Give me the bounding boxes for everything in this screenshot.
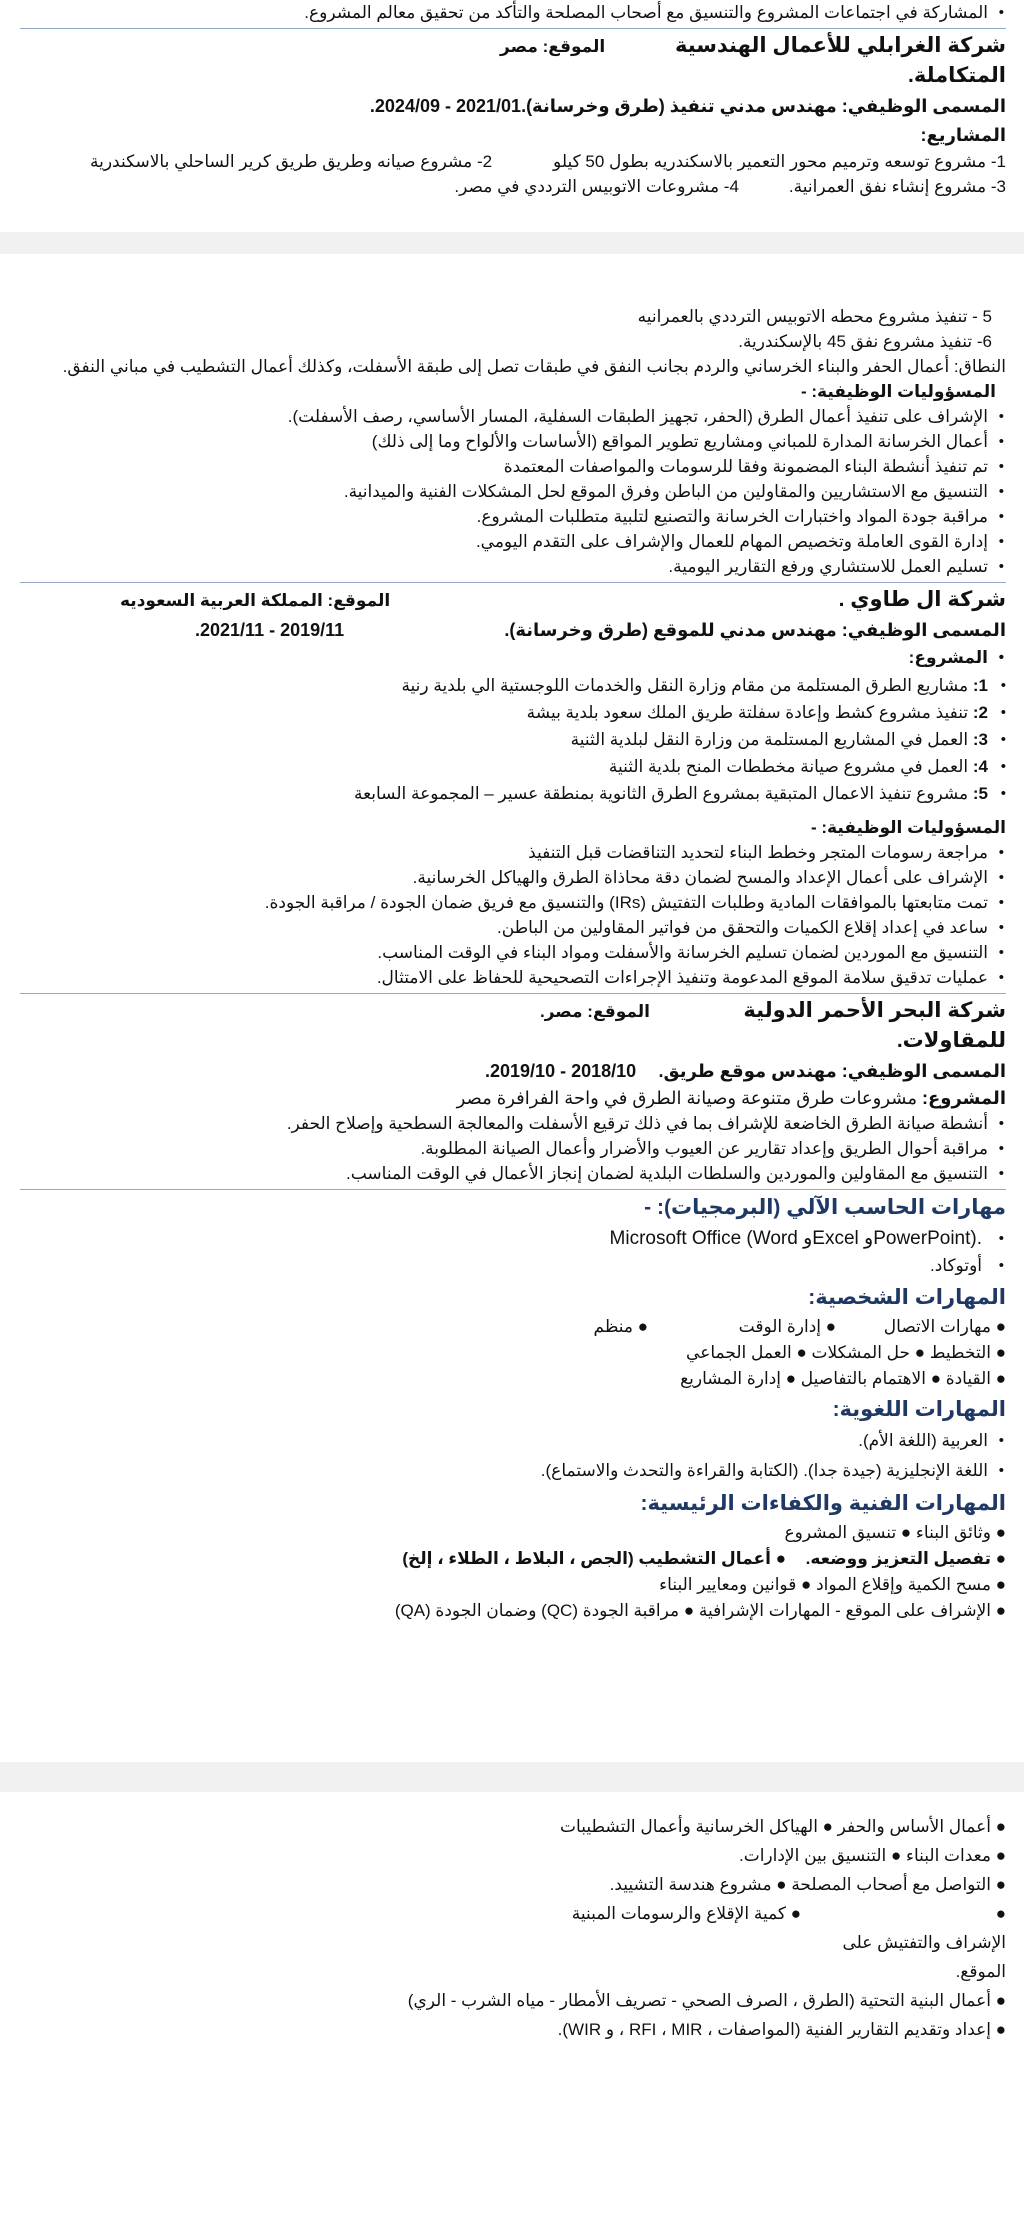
skill-text: كمية الإقلاع والرسومات المبنية [571,1904,786,1923]
technical-row [20,1812,1006,1841]
job2-project [20,726,1006,753]
skill-text: قوانين ومعايير البناء [659,1575,797,1594]
personal-skills-heading: المهارات الشخصية: [808,1286,1006,1309]
job2-projects [20,672,1006,807]
skill-item: ● الهياكل الخرسانية وأعمال التشطيبات [560,1812,833,1841]
resp-item: • التنسيق مع الاستشاريين والمقاولين من الباطن وفرق الموقع لحل المشكلات الفنية والميدانية. [20,479,1006,504]
job2-resp-list [20,840,1006,990]
resp-list [20,404,1006,579]
project-3: 3- مشروع إنشاء نفق العمرانية. [788,177,1006,196]
resp-label: المسؤوليات الوظيفية: - [801,382,996,401]
project-number: 3: [972,730,988,749]
job3-dates: 2018/10 - 2019/10. [485,1061,637,1081]
technical-skills-heading: المهارات الفنية والكفاءات الرئيسية: [640,1492,1006,1515]
job2-project-label: • المشروع: [20,645,1006,670]
job1-header [20,31,1006,91]
skill-item: ● مشروع هندسة التشييد. [610,1870,787,1899]
skill-text: مسح الكمية وإقلاع المواد [816,1575,991,1594]
skill-text: تفصيل التعزيز ووضعه. [805,1549,991,1568]
technical-row [20,1841,1006,1870]
skill-item: ● العمل الجماعي [686,1340,807,1366]
skill-item: ● التواصل مع أصحاب المصلحة [787,1870,1006,1899]
personal-row [20,1366,1006,1392]
computer-skill [20,1224,1006,1253]
job1-location: الموقع: مصر [500,37,606,56]
skill-item: ● تفصيل التعزيز ووضعه. [786,1546,1006,1572]
skill-item: ● التخطيط [925,1340,1006,1366]
job3-project: مشروعات طرق متنوعة وصيانة الطرق في واحة الفرافرة مصر [456,1088,922,1108]
skill-item: ● وثائق البناء [911,1520,1006,1546]
skill-item: ● الإشراف والتفتيش على الموقع. [801,1899,1006,1986]
resp-item: • أنشطة صيانة الطرق الخاضعة للإشراف بما في ذلك ترقيع الأسفلت والمعالجة السطحية وإصلاح الحفر. [20,1111,1006,1136]
technical-row [20,1870,1006,1899]
resp-item: • ساعد في إعداد إقلاع الكميات والتحقق من فواتير المقاولين من الباطن. [20,915,1006,940]
technical-row [20,2015,1006,2044]
skill-item: ● أعمال التشطيب (الجص ، البلاط ، الطلاء ، إلخ) [402,1546,786,1572]
skill-item: ● مسح الكمية وإقلاع المواد [811,1572,1006,1598]
skill-text: مراقبة الجودة (QC) وضمان الجودة (QA) [394,1601,680,1620]
project-number: 4: [972,757,988,776]
skill-text: التواصل مع أصحاب المصلحة [791,1875,991,1894]
technical-row [20,1520,1006,1546]
scope-text: النطاق: أعمال الحفر والبناء الخرساني والردم بجانب النفق في طبقات تصل إلى طبقة الأسفلت، وكذلك أعمال التشطيب في مباني النفق. [62,357,1006,376]
resp-item: • تمت متابعتها بالموافقات المادية وطلبات التفتيش (IRs) والتنسيق مع فريق ضمان الجودة / مراقبة الجودة. [20,890,1006,915]
skill-item: ● تنسيق المشروع [784,1520,911,1546]
skill-text: إعداد وتقديم التقارير الفنية (المواصفات ، RFI ، MIR ، و WIR). [557,2020,991,2039]
language-item: • اللغة الإنجليزية (جيدة جدا). (الكتابة والقراءة والتحدث والاستماع). [20,1456,1006,1486]
job1-company: شركة الغرابلي للأعمال الهندسية المتكاملة. [674,34,1006,87]
resp-item: • الإشراف على تنفيذ أعمال الطرق (الحفر، تجهيز الطبقات السفلية، المسار الأساسي، رصف الأسفلت). [20,404,1006,429]
skill-text: الاهتمام بالتفاصيل [800,1369,926,1388]
computer-skills-heading: مهارات الحاسب الآلي (البرمجيات): - [644,1196,1006,1219]
projects-label: المشاريع: [920,125,1006,145]
language-item: • العربية (اللغة الأم). [20,1426,1006,1456]
language-skills-heading: المهارات اللغوية: [832,1398,1006,1421]
divider [20,1189,1006,1190]
skill-text: أعمال التشطيب (الجص ، البلاط ، الطلاء ، إلخ) [402,1549,771,1568]
skill-item: ● مهارات الاتصال [836,1314,1006,1340]
job2-project [20,780,1006,807]
skill-text: العمل الجماعي [686,1343,792,1362]
resp-item: • عمليات تدقيق سلامة الموقع المدعومة وتنفيذ الإجراءات التصحيحية للحفاظ على الامتثال. [20,965,1006,990]
page-1 [0,0,1024,232]
skill-item: ● كمية الإقلاع والرسومات المبنية [572,1899,801,1986]
personal-row [20,1340,1006,1366]
job2-resp-label: المسؤوليات الوظيفية: - [811,818,1006,837]
skill-text: القيادة [945,1369,991,1388]
skill-text: إدارة الوقت [738,1317,821,1336]
job3-header [20,996,1006,1056]
project-1: 1- مشروع توسعه وترميم محور التعمير بالاسكندريه بطول 50 كيلو [553,152,1006,171]
project-2: 2- مشروع صيانه وطريق طريق كرير الساحلي بالاسكندرية [90,152,493,171]
job1-dates: 2021/01 - 2024/09. [369,96,522,116]
job2-project [20,753,1006,780]
resp-item: • مراقبة أحوال الطريق وإعداد تقارير عن العيوب والأضرار وأعمال الصيانة المطلوبة. [20,1136,1006,1161]
projects-row-2 [20,174,1006,199]
skill-item: ● إعداد وتقديم التقارير الفنية (المواصفات ، RFI ، MIR ، و WIR). [558,2015,1006,2044]
job3-project-label: المشروع: [922,1088,1006,1108]
resp-item: • التنسيق مع المقاولين والموردين والسلطات البلدية لضمان إنجاز الأعمال في الوقت المناسب. [20,1161,1006,1186]
project-text: تنفيذ مشروع كشط وإعادة سفلتة طريق الملك سعود بلدية بيشة [526,703,969,722]
page-2 [0,254,1024,1762]
project-text: العمل في المشاريع المستلمة من وزارة النقل لبلدية الثنية [570,730,969,749]
project-number: 5: [972,784,988,803]
personal-row [20,1314,1006,1340]
job2-project [20,699,1006,726]
skill-text: أعمال الأساس والحفر [837,1817,991,1836]
technical-row [20,1572,1006,1598]
project-4: 4- مشروعات الاتوبيس الترددي في مصر. [454,177,739,196]
skill-item: ● معدات البناء [901,1841,1006,1870]
skill-text: معدات البناء [905,1846,991,1865]
skill-text: مهارات الاتصال [883,1317,991,1336]
project-6: 6- تنفيذ مشروع نفق 45 بالإسكندرية. [738,332,992,351]
project-5: 5 - تنفيذ مشروع محطه الاتوبيس الترددي بالعمرانيه [637,307,992,326]
skill-text: أعمال البنية التحتية (الطرق ، الصرف الصحي - تصريف الأمطار - مياه الشرب - الري) [407,1991,991,2010]
computer-skill-text: Microsoft Office (Word وExcel وPowerPoint). [609,1228,982,1249]
skill-text: التخطيط [929,1343,991,1362]
project-number: 2: [972,703,988,722]
skill-item: ● إدارة الوقت [648,1314,836,1340]
project-text: مشروع تنفيذ الاعمال المتبقية بمشروع الطرق الثانوية بمنطقة عسير – المجموعة السابعة [353,784,969,803]
technical-row [20,1546,1006,1572]
divider [20,582,1006,583]
job3-resp-list [20,1111,1006,1186]
job1-title: المسمى الوظيفي: مهندس مدني تنفيذ (طرق وخرسانة). [521,96,1006,116]
skill-item: ● حل المشكلات [807,1340,925,1366]
job2-title-row [20,615,1006,645]
skill-item: ● مراقبة الجودة (QC) وضمان الجودة (QA) [395,1598,694,1624]
job2-location: الموقع: المملكة العربية السعوديه [120,591,391,610]
skill-item: ● قوانين ومعايير البناء [659,1572,811,1598]
skill-item: ● الاهتمام بالتفاصيل [796,1366,941,1392]
job1-title-row [20,91,1006,121]
job2-header [20,585,1006,615]
skill-item: ● أعمال الأساس والحفر [833,1812,1006,1841]
resp-item: • مراجعة رسومات المتجر وخطط البناء لتحديد التناقضات قبل التنفيذ [20,840,1006,865]
divider [20,28,1006,29]
skill-text: منظم [593,1317,633,1336]
job3-title: المسمى الوظيفي: مهندس موقع طريق. [658,1061,1006,1081]
skill-text: مشروع هندسة التشييد. [609,1875,772,1894]
project-number: 1: [972,676,988,695]
resp-item: • تسليم العمل للاستشاري ورفع التقارير اليومية. [20,554,1006,579]
resp-item: • تم تنفيذ أنشطة البناء المضمونة وفقا للرسومات والمواصفات المعتمدة [20,454,1006,479]
project-text: مشاريع الطرق المستلمة من مقام وزارة النقل والخدمات اللوجستية الي بلدية رنية [401,676,969,695]
skill-text: وثائق البناء [915,1523,991,1542]
skill-text: التنسيق بين الإدارات. [738,1846,887,1865]
skill-text: حل المشكلات [811,1343,911,1362]
job3-project-row [20,1086,1006,1111]
job2-company: شركة ال طاوي . [838,588,1006,611]
job3-company: شركة البحر الأحمر الدولية للمقاولات. [743,999,1006,1052]
job3-location: الموقع: مصر. [540,1002,650,1021]
page-gap-2 [0,1762,1024,1792]
top-line: • المشاركة في اجتماعات المشروع والتنسيق مع أصحاب المصلحة والتأكد من تحقيق معالم المشروع. [20,2,1006,24]
resp-item: • التنسيق مع الموردين لضمان تسليم الخرسانة والأسفلت ومواد البناء في الوقت المناسب. [20,940,1006,965]
skill-item: ● إدارة المشاريع [680,1366,796,1392]
technical-row [20,1598,1006,1624]
skill-text: الإشراف على الموقع - المهارات الإشرافية [698,1601,991,1620]
job2-title: المسمى الوظيفي: مهندس مدني للموقع (طرق وخرسانة). [504,620,1006,640]
skill-item: ● القيادة [941,1366,1006,1392]
projects-row-1 [20,149,1006,174]
skill-item: ● الإشراف على الموقع - المهارات الإشرافية [694,1598,1006,1624]
skill-text: إدارة المشاريع [680,1369,782,1388]
job2-dates: 2019/11 - 2021/11. [195,620,345,640]
technical-row [20,1986,1006,2015]
project-text: العمل في مشروع صيانة مخططات المنح بلدية الثنية [608,757,969,776]
page-gap-1 [0,232,1024,254]
resp-item: • إدارة القوى العاملة وتخصيص المهام للعمال والإشراف على التقدم اليومي. [20,529,1006,554]
job2-project [20,672,1006,699]
job3-title-row [20,1056,1006,1086]
skill-item: ● التنسيق بين الإدارات. [739,1841,901,1870]
resp-item: • الإشراف على أعمال الإعداد والمسح لضمان دقة محاذاة الطرق والهياكل الخرسانية. [20,865,1006,890]
skill-item: ● منظم [594,1314,649,1340]
skill-text: الإشراف والتفتيش على الموقع. [842,1933,1006,1981]
skill-text: تنسيق المشروع [784,1523,897,1542]
page-3 [0,1792,1024,2216]
divider [20,993,1006,994]
skill-item: ● أعمال البنية التحتية (الطرق ، الصرف الصحي - تصريف الأمطار - مياه الشرب - الري) [408,1986,1006,2015]
resp-item: • أعمال الخرسانة المدارة للمباني ومشاريع تطوير المواقع (الأساسات والألواح وما إلى ذلك) [20,429,1006,454]
computer-skill: • أوتوكاد. [20,1253,1006,1278]
skill-text: الهياكل الخرسانية وأعمال التشطيبات [560,1817,818,1836]
technical-row [20,1899,1006,1986]
resp-item: • مراقبة جودة المواد واختبارات الخرسانة والتصنيع لتلبية متطلبات المشروع. [20,504,1006,529]
